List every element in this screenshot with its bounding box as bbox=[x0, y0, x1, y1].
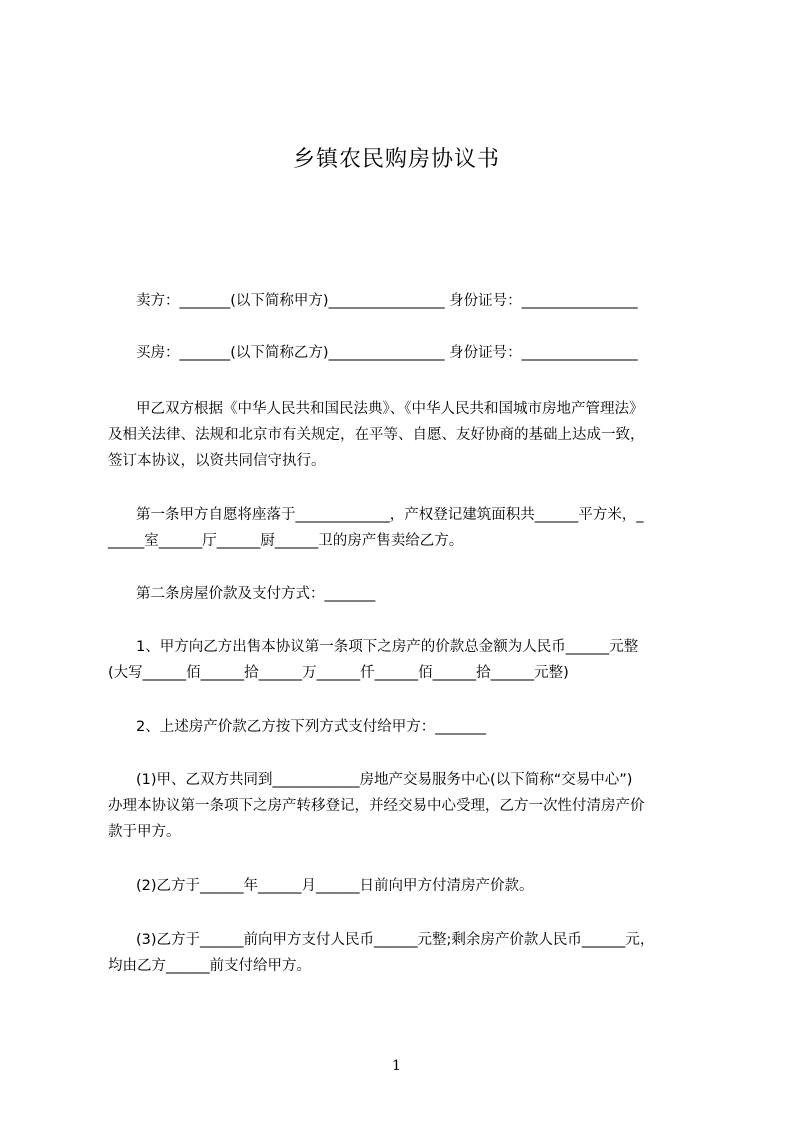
clause1-line: 1、甲方向乙方出售本协议第一条项下之房产的价款总金额为人民币______元整 bbox=[136, 639, 639, 655]
sub3-line: (3)乙方于______前向甲方支付人民币______元整;剩余房产价款人民币______元， bbox=[136, 932, 655, 948]
document-title: 乡镇农民购房协议书 bbox=[292, 147, 500, 172]
clause1-line: (大写______佰______拾______万______仟______佰______拾______元整) bbox=[108, 665, 569, 681]
article1-line: _____室______厅______厨______卫的房产售卖给乙方。 bbox=[108, 533, 464, 549]
preamble-line: 及相关法律、法规和北京市有关规定，在平等、自愿、友好协商的基础上达成一致， bbox=[108, 427, 645, 443]
sub1-line: 款于甲方。 bbox=[108, 824, 181, 840]
preamble-line: 签订本协议，以资共同信守执行。 bbox=[108, 453, 326, 469]
sub3-line: 均由乙方______前支付给甲方。 bbox=[108, 958, 311, 974]
article1-line: 第一条甲方自愿将座落于_____________，产权登记建筑面积共______平方米，_ bbox=[136, 507, 644, 523]
clause2-line: 2、上述房产价款乙方按下列方式支付给甲方：_______ bbox=[136, 719, 486, 735]
sub1-line: 办理本协议第一条项下之房产转移登记，并经交易中心受理，乙方一次性付清房产价 bbox=[108, 798, 645, 814]
preamble-line: 甲乙双方根据《中华人民共和国民法典》、《中华人民共和国城市房地产管理法》 bbox=[136, 401, 644, 417]
seller-line: 卖方：_______(以下简称甲方)________________ 身份证号：________________ bbox=[136, 293, 638, 309]
sub2-line: (2)乙方于______年______月______日前向甲方付清房产价款。 bbox=[136, 878, 534, 894]
page-number: 1 bbox=[392, 1058, 401, 1074]
sub1-line: (1)甲、乙双方共同到____________房地产交易服务中心(以下简称“交易中心”) bbox=[136, 772, 633, 788]
article2-heading: 第二条房屋价款及支付方式：_______ bbox=[136, 586, 376, 602]
buyer-line: 买房：_______(以下简称乙方)________________ 身份证号：________________ bbox=[136, 345, 638, 361]
